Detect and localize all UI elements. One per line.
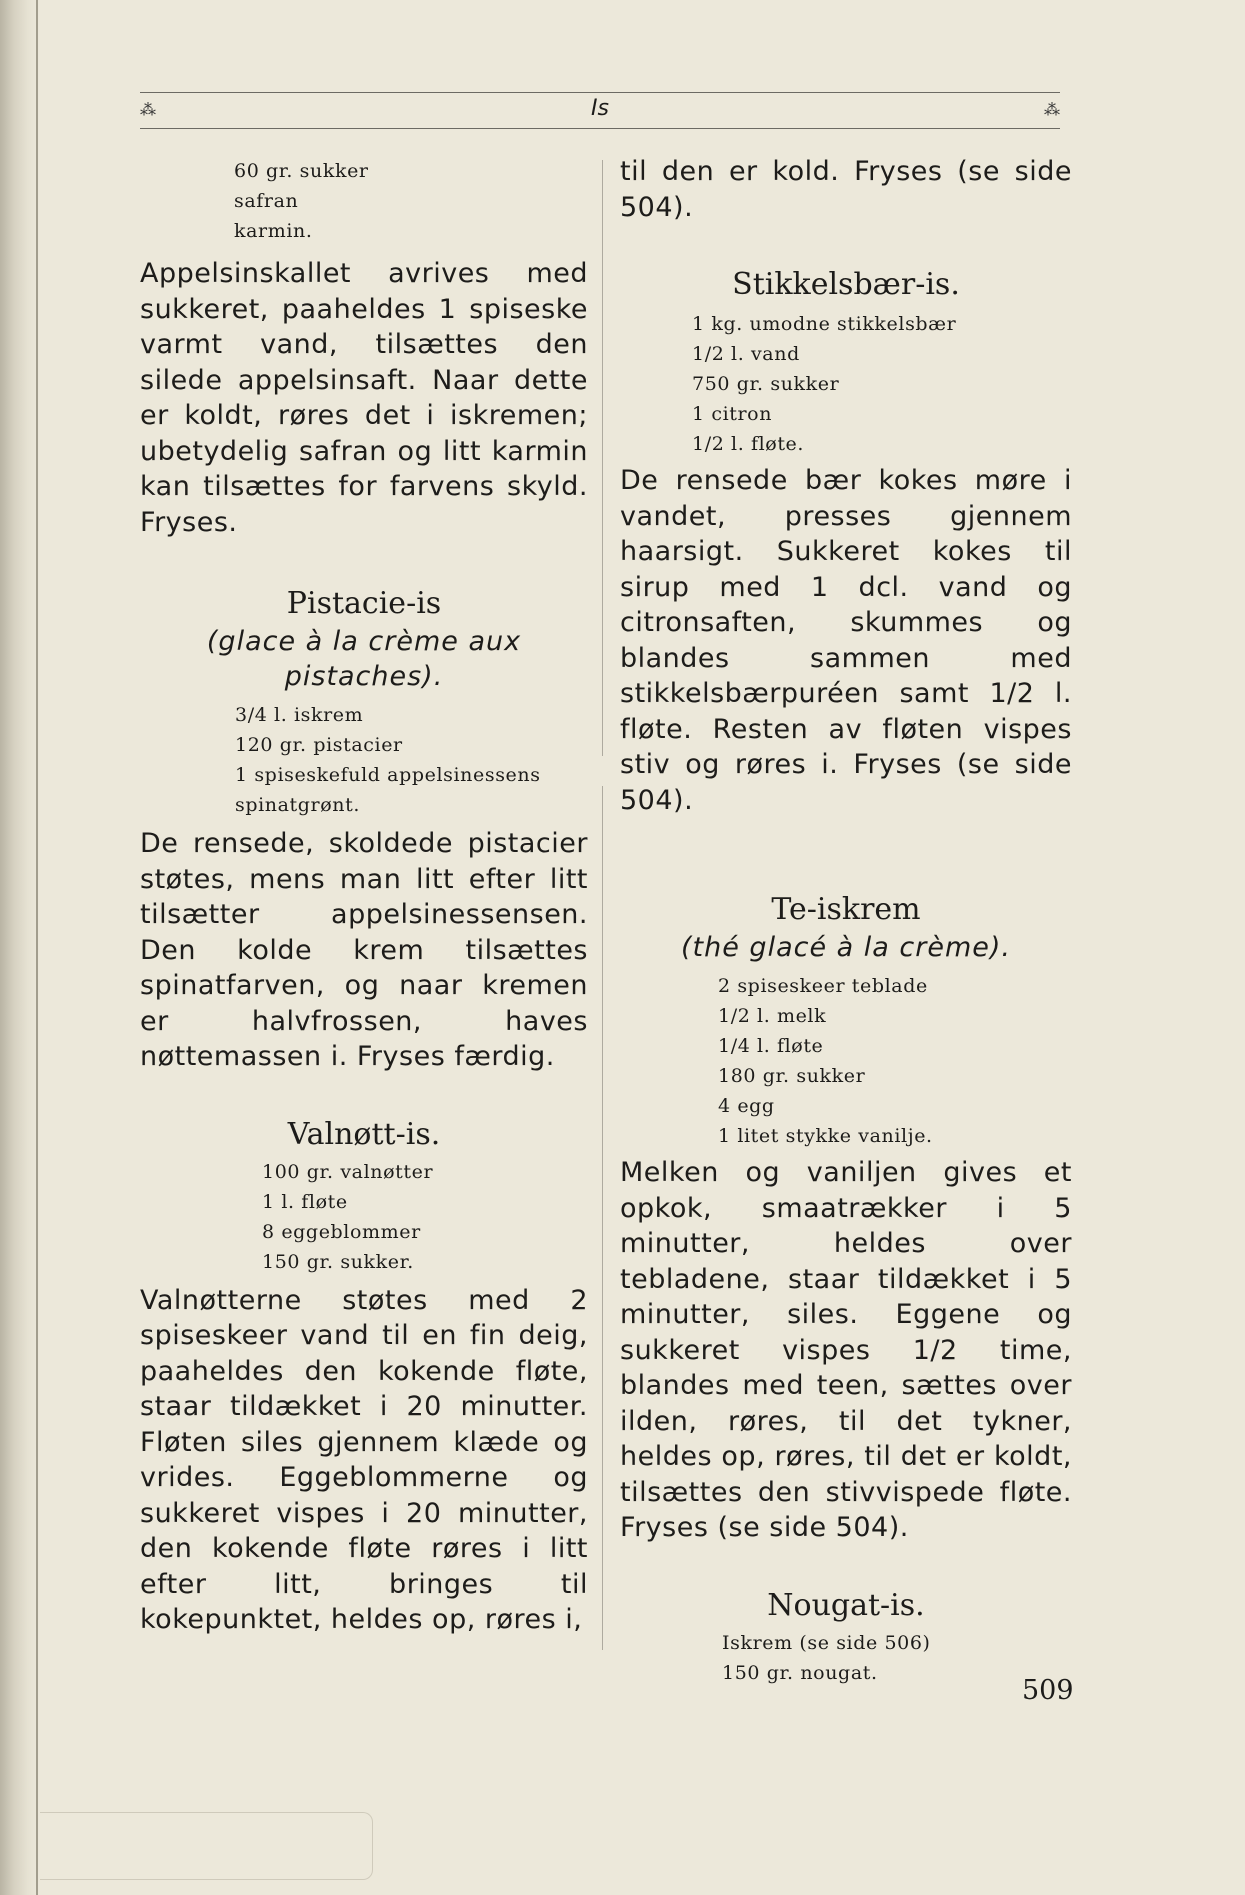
ingredient-line: 2 spiseskeer teblade	[718, 975, 928, 997]
recipe-text-pistacie: De rensede, skoldede pistacier støtes, mens man litt efter litt tilsætter appelsinessensen. Den kolde krem tilsættes spinatfarven, og naar kremen er halvfrossen, haves nøttemassen i. Fryses færdig.	[140, 828, 588, 1072]
ingredient-line: 1 litet stykke vanilje.	[718, 1125, 933, 1147]
recipe-subtitle-te: (thé glacé à la crème).	[681, 932, 1011, 963]
continuation-paragraph: til den er kold. Fryses (se side 504).	[620, 156, 1072, 223]
ingredient-line: 750 gr. sukker	[692, 373, 840, 395]
ingredient-line: 1/4 l. fløte	[718, 1035, 824, 1057]
recipe-subtitle-pistacie: (glace à la crème aux pistaches).	[206, 626, 522, 692]
recipe-title-stikkelsbaer: Stikkelsbær-is.	[732, 267, 960, 302]
ingredient-line: 1 kg. umodne stikkelsbær	[692, 313, 957, 335]
ingredient-line: 1/2 l. fløte.	[692, 433, 805, 455]
header-ornament-right-icon: ⁂	[1044, 100, 1060, 119]
page-number: 509	[1022, 1675, 1074, 1706]
ingredient-line: 100 gr. valnøtter	[262, 1160, 434, 1183]
recipe-title-valnott: Valnøtt-is.	[287, 1116, 441, 1152]
ingredient-line: safran	[234, 190, 299, 212]
ingredient-line: 1 l. fløte	[262, 1190, 348, 1213]
page-tab-outline	[40, 1812, 373, 1880]
right-column	[620, 150, 1072, 1688]
ingredient-list-pistacie	[140, 700, 588, 820]
ingredient-line: 150 gr. nougat.	[722, 1661, 878, 1684]
recipe-text-stikkelsbaer: De rensede bær kokes møre i vandet, presses gjennem haarsigt. Sukkeret kokes til sirup med 1 dcl. vand og citronsaften, skummes og blandes sammen med stikkelsbærpuréen samt 1/2 l. fløte. Resten av fløten vispes stiv og røres i. Fryses (se side 504).	[620, 465, 1072, 816]
ingredient-line: 1/2 l. melk	[718, 1005, 827, 1027]
recipe-title-te: Te-iskrem	[771, 892, 921, 927]
ingredient-line: 180 gr. sukker	[718, 1065, 866, 1087]
ingredient-list-nougat	[620, 1628, 1072, 1688]
ingredient-list-te	[620, 971, 1072, 1151]
ingredient-line: karmin.	[234, 220, 313, 242]
left-column	[140, 150, 588, 1638]
ingredient-line: 150 gr. sukker.	[262, 1250, 414, 1273]
header-rule-bottom	[140, 128, 1060, 129]
recipe-text-valnott: Valnøtterne støtes med 2 spiseskeer vand til en fin deig, paaheldes den kokende fløte, staar tildækket i 20 minutter. Fløten siles gjennem klæde og vrides. Eggeblommerne og sukkeret vispes i 20 minutter, den kokende fløte røres i litt efter litt, bringes til kokepunktet, heldes op, røres i,	[140, 1284, 588, 1635]
ingredient-line: 8 eggeblommer	[262, 1220, 421, 1243]
header-rule-top	[140, 92, 1060, 93]
ingredient-line: 120 gr. pistacier	[235, 734, 403, 756]
ingredient-list-stikkelsbaer	[620, 309, 1072, 459]
recipe-title-nougat: Nougat-is.	[767, 1587, 925, 1623]
recipe-title-pistacie: Pistacie-is	[286, 586, 442, 621]
ingredient-line: 60 gr. sukker	[234, 160, 369, 182]
intro-ingredient-list	[140, 156, 588, 246]
ingredient-line: 1 citron	[692, 403, 773, 425]
header-ornament-left-icon: ⁂	[140, 100, 156, 119]
running-header-title: Is	[591, 96, 609, 121]
ingredient-list-valnott	[140, 1157, 588, 1277]
binding-edge-line	[36, 0, 38, 1895]
ingredient-line: spinatgrønt.	[235, 794, 360, 816]
book-binding-shadow	[0, 0, 40, 1895]
ingredient-line: 1 spiseskefuld appelsinessens	[235, 764, 541, 786]
intro-paragraph: Appelsinskallet avrives med sukkeret, paaheldes 1 spiseske varmt vand, tilsættes den silede appelsinsaft. Naar dette er koldt, røres det i iskremen; ubetydelig safran og litt karmin kan tilsættes for farvens skyld. Fryses.	[140, 258, 588, 538]
ingredient-line: 3/4 l. iskrem	[235, 704, 364, 726]
ingredient-line: 4 egg	[718, 1095, 775, 1117]
recipe-text-te: Melken og vaniljen gives et opkok, smaatrækker i 5 minutter, heldes over tebladene, staar tildækket i 5 minutter, siles. Eggene og sukkeret vispes 1/2 time, blandes med teen, sættes over ilden, røres, til det tykner, heldes op, røres, til det er koldt, tilsættes den stivvispede fløte. Fryses (se side 504).	[620, 1157, 1072, 1543]
column-divider	[602, 160, 603, 1650]
ingredient-line: 1/2 l. vand	[692, 343, 800, 365]
ingredient-line: Iskrem (se side 506)	[722, 1631, 931, 1654]
